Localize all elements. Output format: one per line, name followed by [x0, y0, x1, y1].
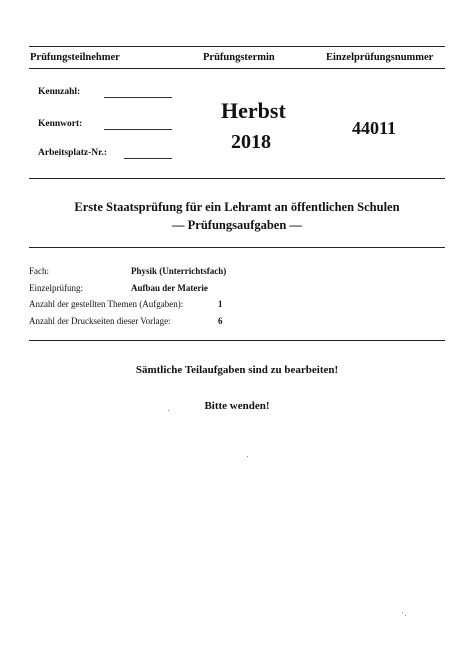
header-rule [29, 68, 445, 69]
exam-number-label: Einzelprüfungsnummer [326, 52, 434, 63]
druckseiten-label: Anzahl der Druckseiten dieser Vorlage: [29, 316, 171, 326]
scan-speck [405, 615, 406, 616]
einzelpruefung-value: Aufbau der Materie [131, 283, 208, 293]
arbeitsplatz-blank[interactable] [124, 158, 172, 159]
exam-year: 2018 [231, 131, 271, 153]
section-rule-2 [29, 247, 445, 248]
instruction-turn-page: Bitte wenden! [204, 400, 270, 412]
participant-label: Prüfungsteilnehmer [30, 52, 120, 63]
section-rule-1 [29, 178, 445, 179]
einzelpruefung-label: Einzelprüfung: [29, 283, 83, 293]
scan-speck [402, 612, 403, 613]
arbeitsplatz-label: Arbeitsplatz-Nr.: [38, 148, 108, 158]
scan-speck [168, 410, 169, 411]
exam-number: 44011 [352, 118, 397, 138]
kennzahl-blank[interactable] [104, 97, 172, 98]
kennwort-blank[interactable] [104, 129, 172, 130]
instruction-all-tasks: Sämtliche Teilaufgaben sind zu bearbeiten! [135, 364, 339, 376]
document-title: Erste Staatsprüfung für ein Lehramt an öffentlichen Schulen [74, 200, 400, 214]
exam-season: Herbst [221, 98, 286, 123]
themen-count-value: 1 [218, 299, 223, 309]
scan-speck [247, 456, 248, 457]
document-subtitle: — Prüfungsaufgaben — [172, 218, 302, 232]
section-rule-3 [29, 340, 445, 341]
top-rule [29, 46, 445, 47]
exam-date-label: Prüfungstermin [203, 52, 275, 63]
kennwort-label: Kennwort: [38, 119, 83, 129]
druckseiten-value: 6 [218, 316, 223, 326]
kennzahl-label: Kennzahl: [38, 87, 81, 97]
fach-value: Physik (Unterrichtsfach) [131, 266, 227, 276]
fach-label: Fach: [29, 266, 49, 276]
themen-count-label: Anzahl der gestellten Themen (Aufgaben): [29, 299, 184, 309]
